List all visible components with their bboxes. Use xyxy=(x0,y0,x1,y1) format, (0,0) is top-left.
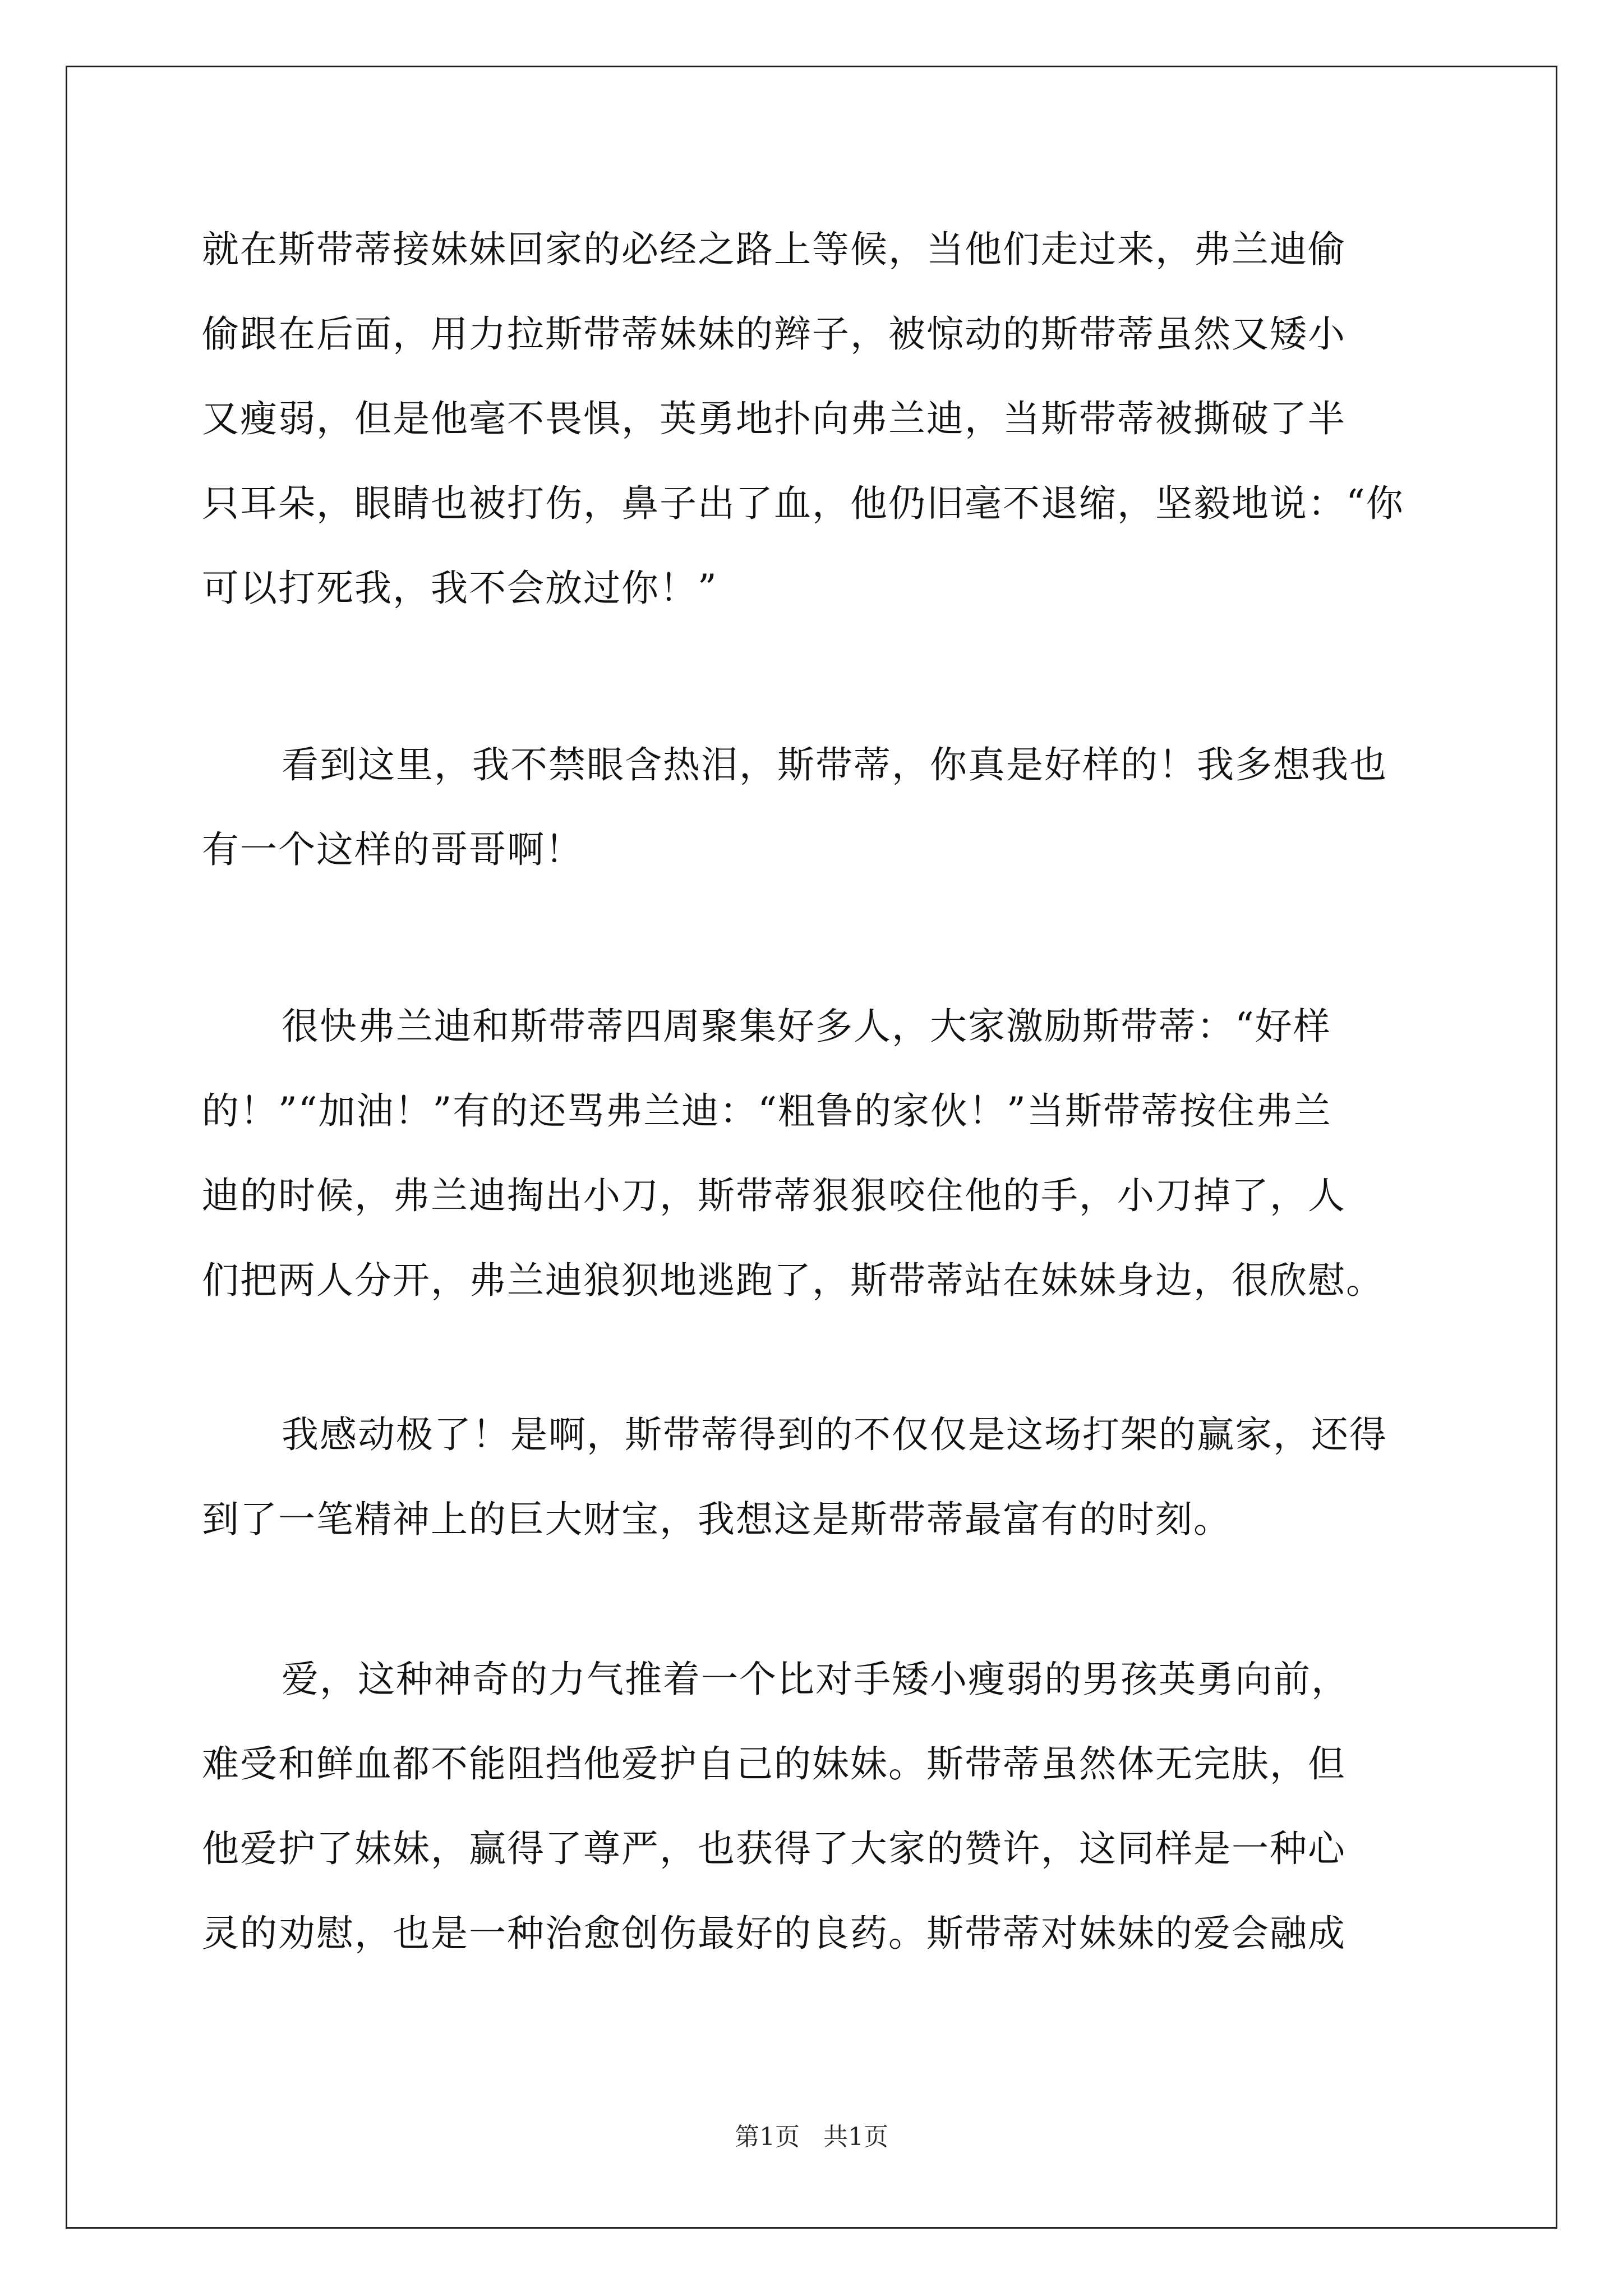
text-line: 我感动极了！是啊，斯带蒂得到的不仅仅是这场打架的赢家，还得 xyxy=(282,1413,1387,1456)
page-footer xyxy=(0,2120,1623,2154)
text-line: 灵的劝慰，也是一种治愈创伤最好的良药。斯带蒂对妹妹的爱会融成 xyxy=(202,1912,1346,1955)
text-line: 他爱护了妹妹，赢得了尊严，也获得了大家的赞许，这同样是一种心 xyxy=(202,1827,1346,1870)
page-total: 共1页 xyxy=(823,2123,888,2151)
text-line: 很快弗兰迪和斯带蒂四周聚集好多人，大家激励斯带蒂：“好样 xyxy=(282,1005,1331,1048)
text-line: 偷跟在后面，用力拉斯带蒂妹妹的辫子，被惊动的斯带蒂虽然又矮小 xyxy=(202,312,1346,356)
text-line: 可以打死我，我不会放过你！” xyxy=(202,567,718,610)
page-number: 第1页 xyxy=(735,2123,800,2151)
text-line: 只耳朵，眼睛也被打伤，鼻子出了血，他仍旧毫不退缩，坚毅地说：“你 xyxy=(202,482,1404,525)
text-line: 迪的时候，弗兰迪掏出小刀，斯带蒂狠狠咬住他的手，小刀掉了，人 xyxy=(202,1174,1346,1217)
text-line: 又瘦弱，但是他毫不畏惧，英勇地扑向弗兰迪，当斯带蒂被撕破了半 xyxy=(202,397,1346,440)
text-line: 就在斯带蒂接妹妹回家的必经之路上等候，当他们走过来，弗兰迪偷 xyxy=(202,228,1346,271)
text-line: 看到这里，我不禁眼含热泪，斯带蒂，你真是好样的！我多想我也 xyxy=(282,743,1387,786)
text-line: 们把两人分开，弗兰迪狼狈地逃跑了，斯带蒂站在妹妹身边，很欣慰。 xyxy=(202,1259,1384,1302)
text-line: 爱，这种神奇的力气推着一个比对手矮小瘦弱的男孩英勇向前， xyxy=(282,1658,1349,1701)
text-line: 的！”“加油！”有的还骂弗兰迪：“粗鲁的家伙！”当斯带蒂按住弗兰 xyxy=(202,1089,1332,1133)
text-line: 有一个这样的哥哥啊！ xyxy=(202,828,583,871)
page-border xyxy=(66,66,1557,2229)
text-line: 到了一笔精神上的巨大财宝，我想这是斯带蒂最富有的时刻。 xyxy=(202,1498,1232,1541)
text-line: 难受和鲜血都不能阻挡他爱护自己的妹妹。斯带蒂虽然体无完肤，但 xyxy=(202,1742,1346,1786)
